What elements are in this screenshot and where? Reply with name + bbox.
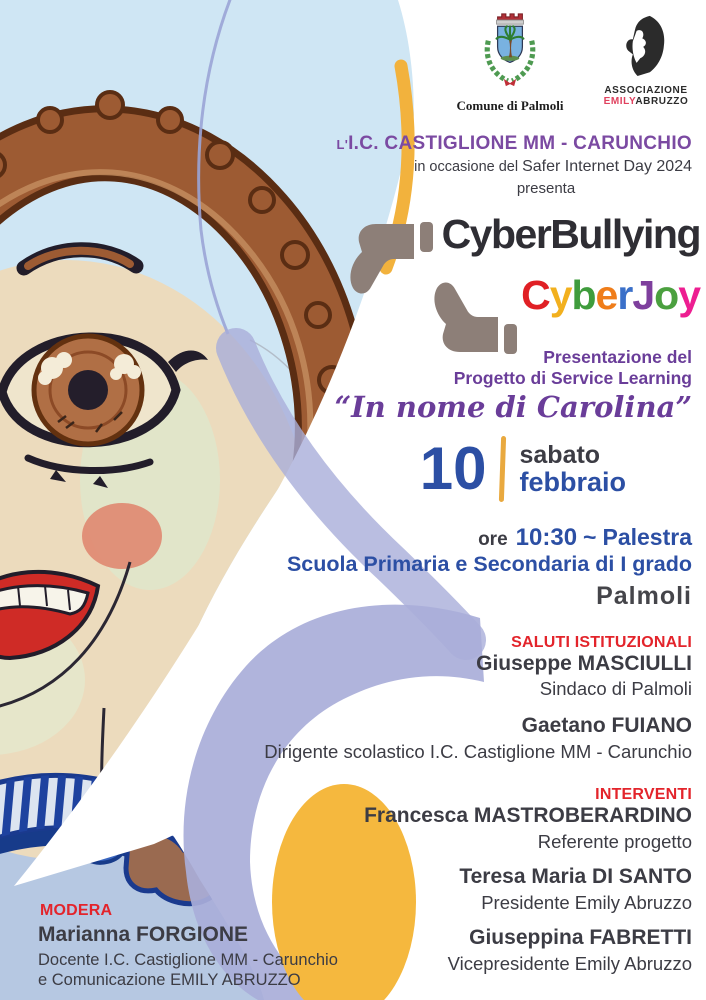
emily-logo-line1: ASSOCIAZIONE bbox=[604, 85, 688, 96]
date-text-column bbox=[519, 442, 626, 497]
time-place-separator: ~ bbox=[583, 524, 597, 550]
date-block bbox=[420, 436, 626, 502]
person-name: Marianna FORGIONE bbox=[38, 923, 249, 946]
presents-label: presenta bbox=[516, 180, 576, 197]
cyberjoy-letter: o bbox=[654, 272, 679, 318]
cheek-blush bbox=[82, 503, 162, 569]
section-heading-modera: MODERA bbox=[40, 902, 113, 919]
emily-logo-accent: EMILY bbox=[603, 96, 636, 107]
person-name: Giuseppe MASCIULLI bbox=[476, 652, 692, 675]
cyberjoy-letter: y bbox=[549, 272, 572, 318]
occasion-prefix: in occasione del bbox=[414, 159, 519, 175]
emily-logo-rest: ABRUZZO bbox=[635, 96, 689, 107]
date-weekday: sabato bbox=[519, 440, 601, 469]
subtitle-block bbox=[454, 347, 692, 389]
venue-city: Palmoli bbox=[596, 582, 692, 610]
school-name-line bbox=[336, 133, 692, 155]
person-role: Vicepresidente Emily Abruzzo bbox=[447, 953, 692, 974]
subtitle-line1: Presentazione del bbox=[543, 347, 692, 367]
cyberjoy-letter: y bbox=[678, 272, 700, 318]
time-prefix: ore bbox=[478, 529, 508, 550]
occasion-line bbox=[414, 158, 692, 176]
title-cyberjoy bbox=[521, 272, 700, 319]
person-role: Dirigente scolastico I.C. Castiglione MM - Carunchio bbox=[264, 741, 692, 762]
school-name: I.C. CASTIGLIONE MM - CARUNCHIO bbox=[348, 133, 692, 154]
person-name: Giuseppina FABRETTI bbox=[469, 926, 692, 949]
cyberjoy-letter: J bbox=[632, 272, 655, 318]
comune-logo-caption: Comune di Palmoli bbox=[456, 98, 564, 113]
person-role: Docente I.C. Castiglione MM - Carunchio bbox=[38, 951, 338, 969]
person-name: Gaetano FUIANO bbox=[521, 714, 692, 737]
date-month: febbraio bbox=[519, 466, 626, 497]
person-role: Sindaco di Palmoli bbox=[539, 678, 692, 699]
person-name: Francesca MASTROBERARDINO bbox=[364, 804, 692, 827]
section-heading-saluti: SALUTI ISTITUZIONALI bbox=[511, 634, 692, 651]
school-name-article: L' bbox=[336, 137, 349, 152]
time-place-line bbox=[478, 524, 692, 552]
comune-di-palmoli-logo bbox=[450, 8, 570, 114]
emily-abruzzo-region-icon bbox=[617, 14, 675, 76]
emily-logo-line2 bbox=[598, 96, 694, 107]
subtitle-line2: Progetto di Service Learning bbox=[453, 368, 692, 388]
cyberjoy-letter: C bbox=[521, 272, 550, 318]
emily-abruzzo-logo bbox=[598, 14, 694, 107]
event-name: Safer Internet Day 2024 bbox=[522, 158, 692, 175]
comune-di-palmoli-crest-icon bbox=[479, 8, 541, 92]
title-cyberbullying: CyberBullying bbox=[441, 211, 700, 257]
person-role: Presidente Emily Abruzzo bbox=[481, 892, 692, 913]
cyberjoy-letter: r bbox=[617, 272, 633, 318]
time-value: 10:30 bbox=[515, 524, 578, 551]
project-quote: “In nome di Carolina” bbox=[334, 390, 692, 424]
date-divider-line bbox=[499, 436, 506, 502]
date-day: 10 bbox=[419, 435, 487, 502]
person-name: Teresa Maria DI SANTO bbox=[459, 865, 692, 888]
cyberjoy-letter: b bbox=[571, 272, 596, 318]
section-heading-interventi: INTERVENTI bbox=[595, 786, 692, 803]
person-role: e Comunicazione EMILY ABRUZZO bbox=[38, 971, 301, 989]
person-role: Referente progetto bbox=[537, 831, 692, 852]
thumbs-up-icon bbox=[434, 282, 517, 354]
cyberjoy-letter: e bbox=[595, 272, 618, 318]
place-name: Palestra bbox=[602, 524, 692, 550]
venue-school-line: Scuola Primaria e Secondaria di I grado bbox=[286, 552, 692, 576]
